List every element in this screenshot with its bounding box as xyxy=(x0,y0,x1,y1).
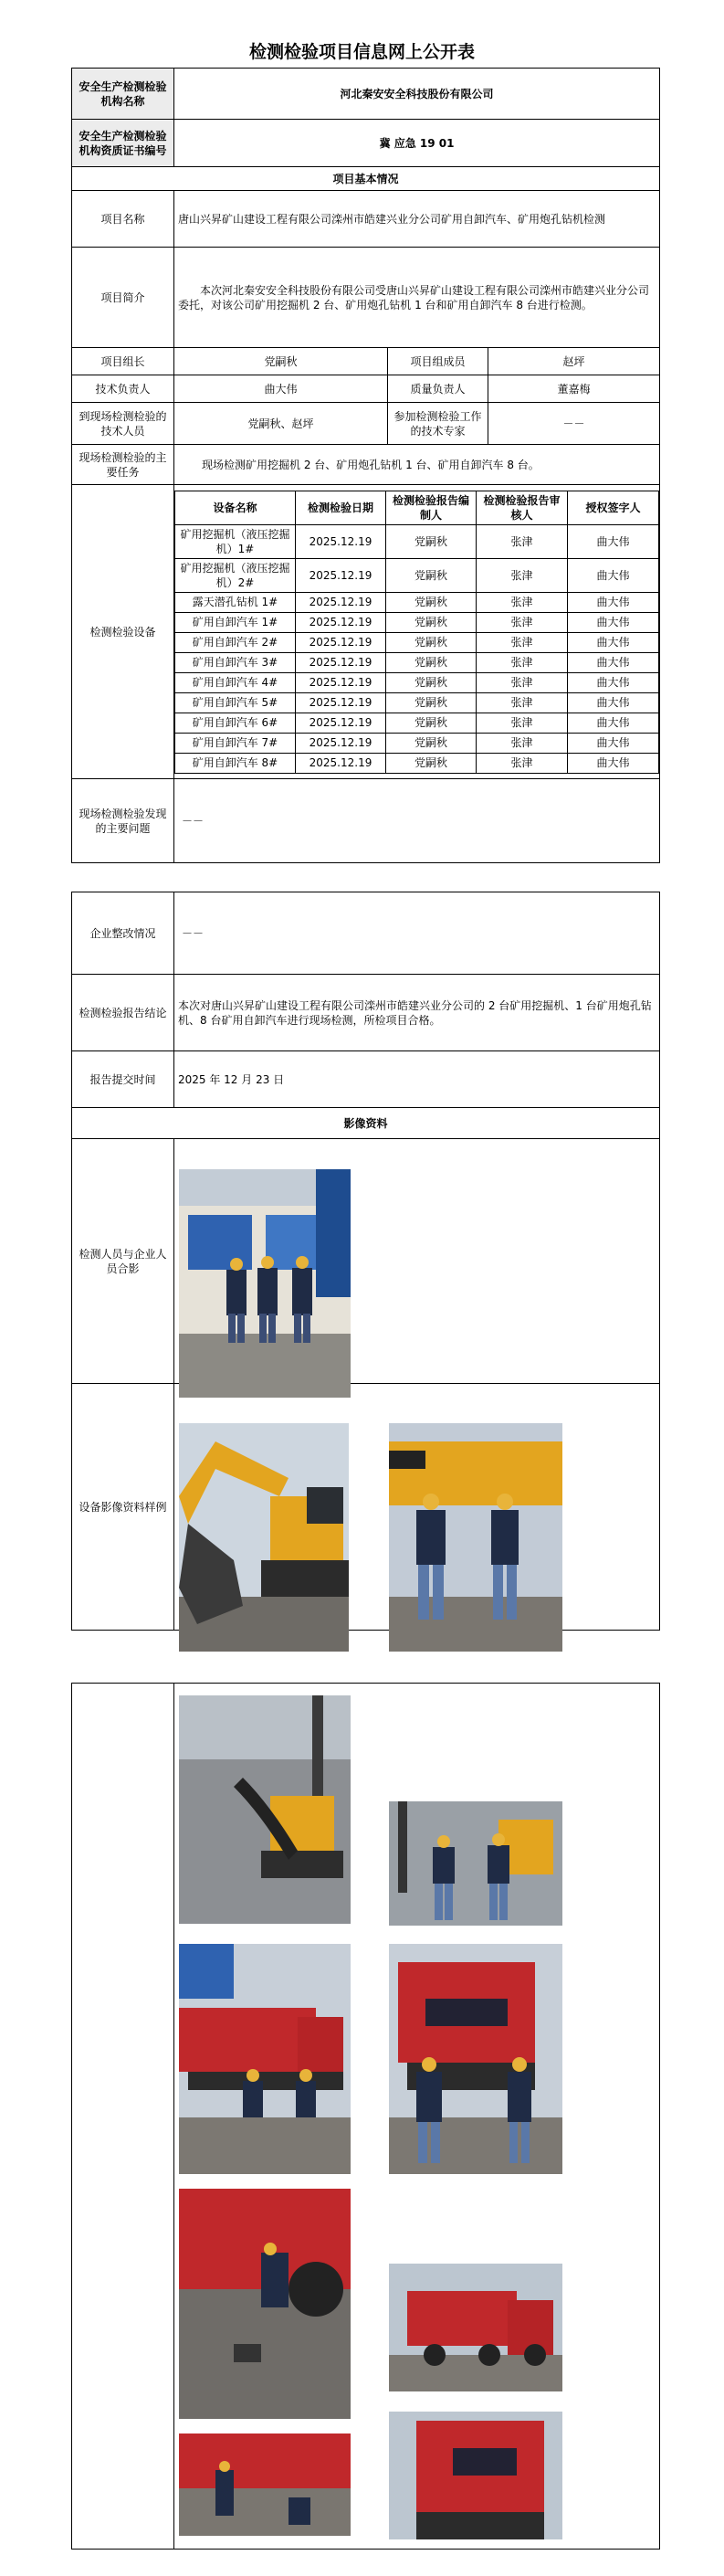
onsite: 党嗣秋、赵坪 xyxy=(174,403,388,445)
table-cell: 2025.12.19 xyxy=(296,733,386,753)
onsite-label: 到现场检测检验的技术人员 xyxy=(72,403,174,445)
table-cell: 矿用自卸汽车 3# xyxy=(175,652,296,672)
rectify: －－ xyxy=(174,892,660,975)
table-row xyxy=(175,524,659,558)
table-cell: 张津 xyxy=(477,753,568,773)
table-cell: 党嗣秋 xyxy=(386,672,477,692)
rectify-label: 企业整改情况 xyxy=(72,892,174,975)
table-cell: 曲大伟 xyxy=(568,733,659,753)
truck-staff-photo xyxy=(389,1944,562,2174)
table-cell: 2025.12.19 xyxy=(296,592,386,612)
table-row xyxy=(175,672,659,692)
table-cell: 党嗣秋 xyxy=(386,652,477,672)
issues: －－ xyxy=(174,779,660,863)
table-row xyxy=(175,592,659,612)
project-name-label: 项目名称 xyxy=(72,191,174,248)
table-cell: 矿用自卸汽车 5# xyxy=(175,692,296,713)
drill-rig-photo xyxy=(179,1695,351,1924)
project-intro: 本次河北秦安安全科技股份有限公司受唐山兴昇矿山建设工程有限公司滦州市皓建兴业分公司委托，对该公司矿用挖掘机 2 台、矿用炮孔钻机 1 台和矿用自卸汽车 8 台进行检测。 xyxy=(174,248,660,348)
table-cell: 曲大伟 xyxy=(568,612,659,632)
table-row xyxy=(175,632,659,652)
truck-photo xyxy=(389,2412,562,2539)
truck-inspection-photo xyxy=(179,2189,351,2419)
quality-label: 质量负责人 xyxy=(388,375,488,403)
table-cell: 曲大伟 xyxy=(568,753,659,773)
project-intro-label: 项目简介 xyxy=(72,248,174,348)
drill-rig-staff-photo xyxy=(389,1801,562,1926)
tech-label: 技术负责人 xyxy=(72,375,174,403)
member: 赵坪 xyxy=(488,348,660,375)
org-cert-label: 安全生产检测检验机构资质证书编号 xyxy=(72,120,174,167)
conclusion-label: 检测检验报告结论 xyxy=(72,975,174,1051)
truck-photo xyxy=(389,2264,562,2391)
table-cell: 张津 xyxy=(477,612,568,632)
info-table xyxy=(71,68,660,863)
submit-label: 报告提交时间 xyxy=(72,1051,174,1108)
submit-time: 2025 年 12 月 23 日 xyxy=(174,1051,660,1108)
equipment-header: 设备名称 xyxy=(175,491,296,524)
equipment-label: 检测检验设备 xyxy=(72,485,174,779)
equipment-header: 检测检验日期 xyxy=(296,491,386,524)
table-cell: 张津 xyxy=(477,672,568,692)
tech: 曲大伟 xyxy=(174,375,388,403)
truck-staff-photo xyxy=(179,1944,351,2174)
org-name: 河北秦安安全科技股份有限公司 xyxy=(174,69,660,120)
section-media: 影像资料 xyxy=(72,1108,660,1139)
excavator-staff-photo xyxy=(389,1423,562,1652)
table-cell: 党嗣秋 xyxy=(386,612,477,632)
result-table xyxy=(71,892,660,1631)
media-table xyxy=(71,1683,660,2550)
equipment-header: 授权签字人 xyxy=(568,491,659,524)
issues-label: 现场检测检验发现的主要问题 xyxy=(72,779,174,863)
table-cell: 2025.12.19 xyxy=(296,632,386,652)
table-cell: 曲大伟 xyxy=(568,524,659,558)
table-cell: 党嗣秋 xyxy=(386,713,477,733)
table-row xyxy=(175,692,659,713)
member-label: 项目组成员 xyxy=(388,348,488,375)
table-cell: 党嗣秋 xyxy=(386,753,477,773)
table-cell: 曲大伟 xyxy=(568,692,659,713)
task: 现场检测矿用挖掘机 2 台、矿用炮孔钻机 1 台、矿用自卸汽车 8 台。 xyxy=(174,445,660,485)
table-cell: 党嗣秋 xyxy=(386,558,477,592)
project-name: 唐山兴昇矿山建设工程有限公司滦州市皓建兴业分公司矿用自卸汽车、矿用炮孔钻机检测 xyxy=(174,191,660,248)
table-cell: 张津 xyxy=(477,713,568,733)
table-cell: 党嗣秋 xyxy=(386,592,477,612)
table-cell: 露天潜孔钻机 1# xyxy=(175,592,296,612)
document-title: 检测检验项目信息网上公开表 xyxy=(248,42,475,62)
leader-label: 项目组长 xyxy=(72,348,174,375)
equipment-header: 检测检验报告编制人 xyxy=(386,491,477,524)
table-cell: 张津 xyxy=(477,692,568,713)
table-cell: 曲大伟 xyxy=(568,632,659,652)
table-cell: 矿用挖掘机（液压挖掘机）2# xyxy=(175,558,296,592)
table-cell: 曲大伟 xyxy=(568,713,659,733)
table-row xyxy=(175,713,659,733)
table-cell: 2025.12.19 xyxy=(296,558,386,592)
table-cell: 张津 xyxy=(477,592,568,612)
table-cell: 党嗣秋 xyxy=(386,632,477,652)
table-row xyxy=(175,558,659,592)
table-cell: 张津 xyxy=(477,558,568,592)
table-cell: 曲大伟 xyxy=(568,672,659,692)
table-cell: 2025.12.19 xyxy=(296,692,386,713)
table-cell: 2025.12.19 xyxy=(296,612,386,632)
table-cell: 矿用自卸汽车 7# xyxy=(175,733,296,753)
section-basic: 项目基本情况 xyxy=(72,167,660,191)
table-cell: 矿用自卸汽车 1# xyxy=(175,612,296,632)
table-cell: 张津 xyxy=(477,524,568,558)
equipment-table xyxy=(174,491,659,774)
table-cell: 党嗣秋 xyxy=(386,692,477,713)
table-cell: 矿用自卸汽车 6# xyxy=(175,713,296,733)
org-name-label: 安全生产检测检验机构名称 xyxy=(72,69,174,120)
table-cell: 张津 xyxy=(477,652,568,672)
table-cell: 2025.12.19 xyxy=(296,753,386,773)
expert: －－ xyxy=(488,403,660,445)
table-cell: 张津 xyxy=(477,733,568,753)
table-row xyxy=(175,652,659,672)
conclusion: 本次对唐山兴昇矿山建设工程有限公司滦州市皓建兴业分公司的 2 台矿用挖掘机、1 台矿用炮孔钻机、8 台矿用自卸汽车进行现场检测，所检项目合格。 xyxy=(174,975,660,1051)
table-row xyxy=(175,733,659,753)
group-photo xyxy=(179,1169,351,1398)
table-cell: 张津 xyxy=(477,632,568,652)
equipment-header: 检测检验报告审核人 xyxy=(477,491,568,524)
table-cell: 2025.12.19 xyxy=(296,524,386,558)
table-cell: 曲大伟 xyxy=(568,558,659,592)
table-row xyxy=(175,612,659,632)
expert-label: 参加检测检验工作的技术专家 xyxy=(388,403,488,445)
table-cell: 曲大伟 xyxy=(568,652,659,672)
truck-inspection-photo xyxy=(179,2433,351,2536)
quality: 董嘉梅 xyxy=(488,375,660,403)
table-cell: 2025.12.19 xyxy=(296,713,386,733)
table-cell: 矿用自卸汽车 2# xyxy=(175,632,296,652)
table-cell: 矿用自卸汽车 4# xyxy=(175,672,296,692)
org-cert: 冀 应急 19 01 xyxy=(174,120,660,167)
table-cell: 2025.12.19 xyxy=(296,672,386,692)
leader: 党嗣秋 xyxy=(174,348,388,375)
task-label: 现场检测检验的主要任务 xyxy=(72,445,174,485)
table-cell: 曲大伟 xyxy=(568,592,659,612)
equip-photo-label: 设备影像资料样例 xyxy=(72,1384,174,1631)
table-cell: 矿用挖掘机（液压挖掘机）1# xyxy=(175,524,296,558)
excavator-photo xyxy=(179,1423,349,1652)
table-cell: 党嗣秋 xyxy=(386,524,477,558)
table-cell: 矿用自卸汽车 8# xyxy=(175,753,296,773)
table-row xyxy=(175,753,659,773)
group-photo-label: 检测人员与企业人员合影 xyxy=(72,1139,174,1384)
table-cell: 党嗣秋 xyxy=(386,733,477,753)
table-cell: 2025.12.19 xyxy=(296,652,386,672)
